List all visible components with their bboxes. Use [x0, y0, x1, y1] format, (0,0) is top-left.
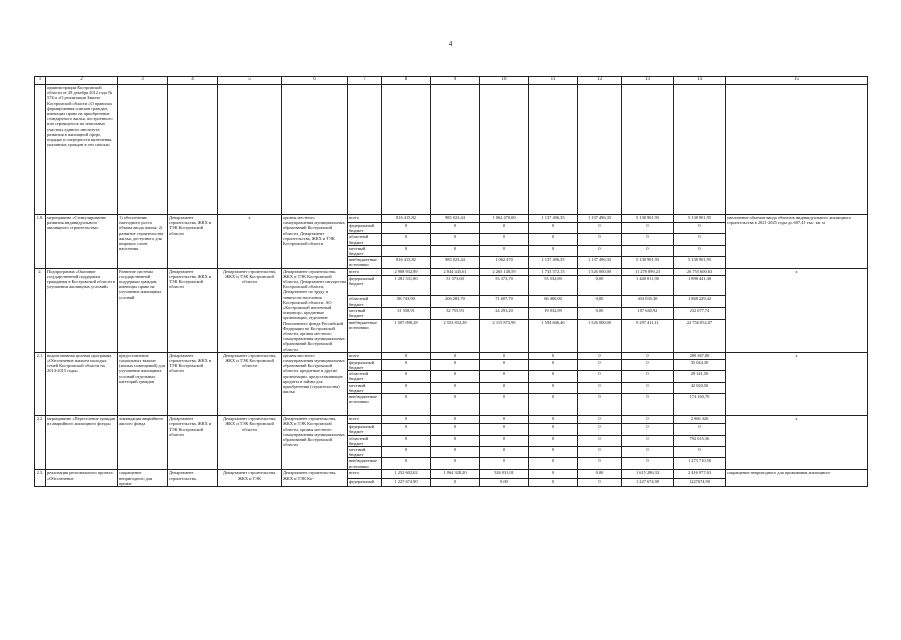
column-header: 11 — [529, 77, 578, 85]
value-cell: 11 278 099,23 — [622, 268, 674, 275]
value-cell: 0,00 — [578, 275, 622, 296]
funding-source: всего — [348, 470, 382, 478]
value-cell: 1 227 674,90 — [382, 478, 431, 486]
value-cell: 1227674,90 — [674, 478, 726, 486]
value-cell: 0 — [480, 352, 529, 359]
value-cell: 0 — [529, 245, 578, 256]
value-cell: 280 367,00 — [674, 352, 726, 359]
funding-source: областной бюджет — [348, 296, 382, 308]
table-row — [35, 470, 868, 478]
table-cell: Департамент строительства, ЖКХ и ТЭК Костромской области — [218, 352, 282, 415]
value-cell: 0 — [431, 394, 480, 416]
value-cell: 29 141,50 — [674, 371, 726, 382]
table-cell: сокращение непригодного для проживания жилищного — [726, 470, 868, 487]
value-cell: 0 — [480, 234, 529, 245]
value-cell: 0 — [382, 416, 431, 424]
value-cell: 1 252 602,02 — [382, 470, 431, 478]
value-cell: 0 — [529, 416, 578, 424]
value-cell: 5 138 901,95 — [674, 215, 726, 223]
value-cell: 0,00 — [480, 478, 529, 486]
value-cell: 0 — [480, 446, 529, 457]
value-cell: 51 573,60 — [431, 275, 480, 296]
value-cell: 0 — [431, 223, 480, 234]
table-cell: х — [726, 268, 868, 352]
funding-source: федеральный бюджет — [348, 223, 382, 234]
value-cell: 0 — [674, 424, 726, 435]
table-cell: х — [726, 352, 868, 415]
column-header: 8 — [382, 77, 431, 85]
value-cell: 1 062 470 — [480, 257, 529, 268]
value-cell: 0 — [578, 234, 622, 245]
funding-source: местный бюджет — [348, 382, 382, 393]
value-cell: 0 — [382, 394, 431, 416]
funding-source: всего — [348, 215, 382, 223]
funding-source: всего — [348, 352, 382, 359]
value-cell: 0 — [382, 223, 431, 234]
value-cell: 526 031,01 — [480, 470, 529, 478]
value-cell: 0 — [674, 446, 726, 457]
value-cell: 0 — [578, 424, 622, 435]
value-cell: 5 138 901,95 — [674, 257, 726, 268]
value-cell: 816 415,82 — [382, 215, 431, 223]
value-cell: 0 — [622, 223, 674, 234]
value-cell: 0 — [382, 446, 431, 457]
funding-source: внебюджетные источники — [348, 319, 382, 352]
value-cell: 1 440 011,90 — [622, 275, 674, 296]
table-cell — [35, 85, 46, 215]
value-cell: 0 — [529, 352, 578, 359]
value-cell: 0 — [480, 382, 529, 393]
table-cell: мероприятие «Стимулирование развития индивидуального жилищного строительства» — [46, 215, 118, 269]
funding-source: областной бюджет — [348, 371, 382, 382]
value-cell: 0 — [578, 394, 622, 416]
value-cell: 0 — [622, 394, 674, 416]
value-cell: 88 743,90 — [382, 296, 431, 308]
value-cell: 0 — [529, 382, 578, 393]
table-row — [35, 85, 868, 215]
funding-source: местный бюджет — [348, 245, 382, 256]
table-cell — [674, 85, 726, 215]
column-header: 4 — [168, 77, 218, 85]
value-cell: 1 281 531,80 — [382, 275, 431, 296]
value-cell: 0 — [382, 435, 431, 446]
table-cell: администрации Костромской области от 28 декабря 2012 года № 574-а «О реализации Закона Костромской области «О правилах формирования списков граждан, имеющих право на приобретение стандартного жилья, построенного или строящегося на земельных участках единого института развития в жилищной сфере, порядке и очередности включения указанных граждан в эти списки» — [46, 85, 118, 215]
funding-source: внебюджетные источники — [348, 458, 382, 470]
value-cell: 0 — [622, 352, 674, 359]
value-cell: 0 — [480, 371, 529, 382]
value-cell: 1 507 098,28 — [382, 319, 431, 352]
table-cell: Департамент строительства, ЖКХ и ТЭК Костромской области — [168, 268, 218, 352]
table-cell: Департамент строительства, ЖКХ и ТЭК Костромской области — [168, 416, 218, 470]
value-cell: 26 755 600,63 — [674, 268, 726, 275]
column-header: 9 — [431, 77, 480, 85]
table-row — [35, 416, 868, 424]
table-cell: Департамент строительства, ЖКХ и ТЭК Ко- — [282, 470, 348, 487]
value-cell: 53 373,70 — [480, 275, 529, 296]
value-cell: 0 — [431, 371, 480, 382]
value-cell: 0 — [382, 371, 431, 382]
column-header: 2 — [46, 77, 118, 85]
value-cell: 5 138 901,95 — [622, 257, 674, 268]
funding-source: внебюджетные источники — [348, 257, 382, 268]
value-cell: 107 640,92 — [622, 308, 674, 320]
column-header: 10 — [480, 77, 529, 85]
value-cell: 9 297 411,11 — [622, 319, 674, 352]
funding-source: всего — [348, 268, 382, 275]
table-cell: Департамент строительства, ЖКХ и ТЭК Костромской области — [168, 352, 218, 415]
value-cell: 0 — [431, 352, 480, 359]
page-number: 4 — [448, 40, 453, 48]
table-cell: Департамент строительства, ЖКХ и ТЭК Костромской области — [218, 416, 282, 470]
table-cell: Подпрограмма «Оказание государственной поддержки гражданам в Костромской области в улучшении жилищных условий» — [46, 268, 118, 352]
value-cell: 433 035,30 — [622, 296, 674, 308]
value-cell: 0 — [578, 446, 622, 457]
value-cell: 1 594 606,46 — [529, 319, 578, 352]
value-cell: 0 — [480, 394, 529, 416]
value-cell: 0 — [622, 435, 674, 446]
table-cell — [529, 85, 578, 215]
table-cell: мероприятие «Переселение граждан из аварийного жилищного фонда» — [46, 416, 118, 470]
value-cell: 1 137 496,35 — [578, 215, 622, 223]
table-cell — [382, 85, 431, 215]
value-cell: 0 — [480, 359, 529, 370]
value-cell: 35 044,30 — [674, 359, 726, 370]
value-cell: 0 — [578, 458, 622, 470]
value-cell: 0 — [622, 245, 674, 256]
value-cell: 0 — [529, 223, 578, 234]
table-cell: предоставление социальных выплат (жилых помещений) для улучшения жилищных условий отдельных категорий граждан — [118, 352, 168, 415]
value-cell: 0 — [622, 416, 674, 424]
value-cell: 232 077,74 — [674, 308, 726, 320]
value-cell: 0 — [382, 382, 431, 393]
value-cell: 0 — [431, 245, 480, 256]
value-cell: 53 532,80 — [529, 275, 578, 296]
table-cell: х — [726, 416, 868, 470]
value-cell: 0 — [578, 371, 622, 382]
value-cell: 1 868 229,42 — [674, 296, 726, 308]
value-cell: 1 227 674,90 — [622, 478, 674, 486]
table-cell — [168, 85, 218, 215]
table-cell: Департамент строительства, — [168, 470, 218, 487]
table-cell: сокращение непригодного для прожи- — [118, 470, 168, 487]
value-cell: 0 — [529, 470, 578, 478]
column-header: 6 — [282, 77, 348, 85]
column-header: 1 — [35, 77, 46, 85]
table-cell — [282, 85, 348, 215]
table-cell: Развитие системы государственной поддержки граждан, имеющих право на улучшение жилищных условий — [118, 268, 168, 352]
table-cell: Департамент строительства, ЖКХ и ТЭК Костромской области — [218, 268, 282, 352]
value-cell: 0 — [578, 435, 622, 446]
table-cell: 1) обеспечение ежегодного роста объема ввода жилья; 2) развитие строительства жилья, доступного для широких слоев населения — [118, 215, 168, 269]
value-cell: 0 — [529, 446, 578, 457]
value-cell: 0 — [480, 223, 529, 234]
value-cell: 1 137 496,35 — [529, 257, 578, 268]
value-cell: 0,00 — [578, 308, 622, 320]
value-cell: 5 138 901,95 — [622, 215, 674, 223]
value-cell: 0 — [622, 424, 674, 435]
value-cell: 0 — [431, 458, 480, 470]
value-cell: 0 — [431, 359, 480, 370]
value-cell: 1 064 328,20 — [431, 470, 480, 478]
table-cell: ликвидация аварийного жилого фонда — [118, 416, 168, 470]
table-cell: органы местного самоуправления муниципальных образований Костромской области, Департамент строительства, ЖКХ и ТЭК Костромской области — [282, 215, 348, 269]
table-cell: 2.3. — [35, 470, 46, 487]
value-cell: 0 — [578, 478, 622, 486]
column-header: 5 — [218, 77, 282, 85]
value-cell: 0 — [480, 458, 529, 470]
table-cell — [118, 85, 168, 215]
value-cell: 0 — [382, 234, 431, 245]
column-header: 14 — [674, 77, 726, 85]
table-cell — [348, 85, 382, 215]
value-cell: 0 — [431, 478, 480, 486]
value-cell: 2 844 445,61 — [431, 268, 480, 275]
funding-source: федеральный — [348, 478, 382, 486]
program-table — [34, 76, 868, 487]
value-cell: 1 137 496,35 — [578, 257, 622, 268]
table-cell: 2.1. — [35, 352, 46, 415]
value-cell: 71 607,70 — [480, 296, 529, 308]
table-cell: Департамент строительства, ЖКХ и ТЭК Костромской области, Департамент имущества Костромской области, Департамент по труду и занятости населения Костромской области, АО «Костромской ипотечный оператор», кредитные организации, отделение Пенсионного фонда Российской Федерации по Костромской области, органы местного самоуправления муниципальных образований Костромской области — [283, 268, 346, 352]
value-cell: 0 — [480, 416, 529, 424]
column-header: 12 — [578, 77, 622, 85]
value-cell: 1 137 496,35 — [529, 215, 578, 223]
value-cell: 19 032,89 — [529, 308, 578, 320]
value-cell: 0 — [622, 234, 674, 245]
header-row — [35, 77, 868, 85]
value-cell: 0 — [578, 359, 622, 370]
value-cell: 0 — [480, 245, 529, 256]
value-cell: 0 — [529, 394, 578, 416]
value-cell: 0 — [431, 416, 480, 424]
value-cell: 2 553 832,38 — [431, 319, 480, 352]
value-cell: 0 — [382, 352, 431, 359]
value-cell: 0 — [480, 435, 529, 446]
table-cell: х — [218, 215, 282, 269]
funding-source: областной бюджет — [348, 435, 382, 446]
value-cell: 0 — [382, 458, 431, 470]
table-cell: Департамент строительства, ЖКХ и ТЭК — [218, 470, 282, 487]
value-cell: 0 — [382, 424, 431, 435]
value-cell: 0 — [529, 478, 578, 486]
value-cell: 816 415,82 — [382, 257, 431, 268]
value-cell: 174 160,70 — [674, 394, 726, 416]
value-cell: 1 526 000,00 — [578, 268, 622, 275]
value-cell: 1 615 286,33 — [622, 470, 674, 478]
value-cell: 0,00 — [578, 296, 622, 308]
column-header: 13 — [622, 77, 674, 85]
table-cell: органы местного самоуправления муниципальных образований Костромской области, кредитные и другие организации, предоставляющие кредиты и займы для приобретения (строительства) жилья — [282, 352, 348, 415]
column-header: 15 — [726, 77, 868, 85]
value-cell: 42 020,50 — [674, 382, 726, 393]
value-cell: 1 526 000,00 — [578, 319, 622, 352]
column-header: 3 — [118, 77, 168, 85]
funding-source: федеральный бюджет — [348, 359, 382, 370]
value-cell: 66 400,00 — [529, 296, 578, 308]
value-cell: 0 — [674, 234, 726, 245]
funding-source: федеральный бюджет — [348, 424, 382, 435]
value-cell: 0 — [431, 234, 480, 245]
value-cell: 0 — [674, 245, 726, 256]
value-cell: 0 — [382, 359, 431, 370]
value-cell: 0 — [382, 245, 431, 256]
value-cell: 1 273 710,50 — [674, 458, 726, 470]
funding-source: всего — [348, 416, 382, 424]
table-row — [35, 352, 868, 359]
table-cell: 1.8. — [35, 215, 46, 269]
value-cell: 0 — [622, 458, 674, 470]
funding-source: федеральный бюджет — [348, 275, 382, 296]
value-cell: 0 — [431, 424, 480, 435]
value-cell: 0 — [622, 359, 674, 370]
value-cell: 0 — [529, 424, 578, 435]
value-cell: 0 — [674, 223, 726, 234]
table-cell — [218, 85, 282, 215]
value-cell: 1 733 572,15 — [529, 268, 578, 275]
value-cell: 2 416 977,63 — [674, 470, 726, 478]
table-cell — [578, 85, 622, 215]
table-cell — [622, 85, 674, 215]
funding-source: областной бюджет — [348, 234, 382, 245]
table-cell — [431, 85, 480, 215]
value-cell: 1 062 470,00 — [480, 215, 529, 223]
value-cell: 22 756 852,07 — [674, 319, 726, 352]
value-cell: 2 115 873,99 — [480, 319, 529, 352]
value-cell: 0 — [529, 435, 578, 446]
value-cell: 0 — [431, 382, 480, 393]
funding-source: местный бюджет — [348, 446, 382, 457]
table-cell — [726, 85, 868, 215]
table-cell: увеличение объемов ввода объектов индивидуального жилищного строительства в 2021-2025 годы до 607,41 тыс. кв. м — [726, 215, 868, 269]
value-cell: 0 — [431, 446, 480, 457]
value-cell: 2 066 326 — [674, 416, 726, 424]
funding-source: местный бюджет — [348, 308, 382, 320]
table-cell: реализация регионального проекта «Обеспечение — [46, 470, 118, 487]
table-row — [35, 268, 868, 275]
table-cell: 2. — [35, 268, 46, 352]
value-cell: 0 — [529, 234, 578, 245]
value-cell: 0 — [529, 371, 578, 382]
value-cell: 0 — [622, 371, 674, 382]
table-cell: Департамент строительства, ЖКХ и ТЭК Костромской области — [168, 215, 218, 269]
value-cell: 0 — [578, 416, 622, 424]
value-cell: 0 — [578, 382, 622, 393]
value-cell: 0 — [622, 446, 674, 457]
value-cell: 985 023,44 — [431, 215, 480, 223]
table-cell: 2.2. — [35, 416, 46, 470]
value-cell: 985 023,44 — [431, 257, 480, 268]
table-cell: ведомственная целевая программа «Обеспечение жильем молодых семей Костромской области на 2014-2015 годы» — [46, 352, 118, 415]
value-cell: 31 558,91 — [382, 308, 431, 320]
column-header: 7 — [348, 77, 382, 85]
table-cell: Департамент строительства, ЖКХ и ТЭК Костромской области, органы местного самоуправления муниципальных образований Костромской области — [282, 416, 348, 470]
value-cell: 0 — [529, 458, 578, 470]
value-cell: 2 908 932,89 — [382, 268, 431, 275]
value-cell: 0 — [431, 435, 480, 446]
value-cell: 24 293,20 — [480, 308, 529, 320]
value-cell: 206 283,70 — [431, 296, 480, 308]
value-cell: 2 265 148,59 — [480, 268, 529, 275]
value-cell: 32 755,93 — [431, 308, 480, 320]
value-cell: 792 615,50 — [674, 435, 726, 446]
value-cell: 0 — [578, 223, 622, 234]
value-cell: 0 — [578, 245, 622, 256]
value-cell: 0 — [529, 359, 578, 370]
table-row — [35, 215, 868, 223]
value-cell: 0 — [622, 382, 674, 393]
table-cell — [480, 85, 529, 215]
funding-source: внебюджетные источники — [348, 394, 382, 416]
value-cell: 0 — [480, 424, 529, 435]
value-cell: 0,00 — [578, 470, 622, 478]
value-cell: 0 — [578, 352, 622, 359]
value-cell: 1 898 441,40 — [674, 275, 726, 296]
